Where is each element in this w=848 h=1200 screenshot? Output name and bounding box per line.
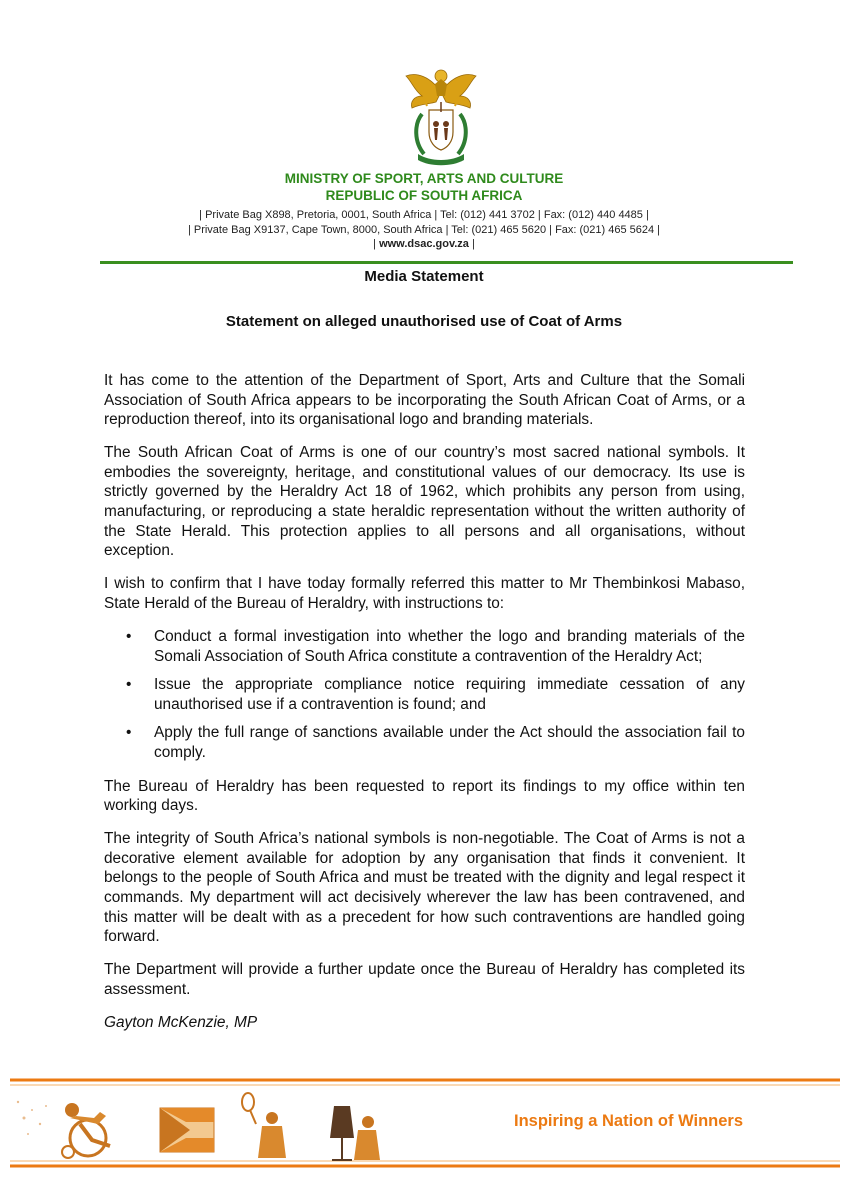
instruction-list [104,627,745,763]
contact-details [0,208,848,252]
list-item [104,723,745,762]
website-prefix: | [373,238,376,250]
paragraph: I wish to confirm that I have today formally referred this matter to Mr Thembinkosi Mabaso, State Herald of the Bureau of Heraldry, with instructions to: [104,575,745,612]
list-item [104,675,745,714]
statement-type: Media Statement [364,268,484,285]
list-item-text: Apply the full range of sanctions available under the Act should the association fail to comply. [154,724,745,761]
list-item [104,627,745,666]
paragraph: The integrity of South Africa’s national symbols is non-negotiable. The Coat of Arms is not a decorative element available for adoption by any organisation that finds it convenient. It belongs to the people of South Africa and must be treated with the dignity and legal respect it commands. My department will act decisively wherever the law has been contravened, and this matter will be dealt with as a precedent for how such contraventions are handled going forward. [104,830,745,946]
wheelchair-athlete-icon [62,1103,110,1158]
south-africa-coat-of-arms-icon [400,62,482,168]
pretoria-address: | Private Bag X898, Pretoria, 0001, South Africa | Tel: (012) 441 3702 | Fax: (012) 440 4485 | [199,209,649,221]
statement-body [104,371,745,1046]
statement-title: Statement on alleged unauthorised use of Coat of Arms [225,313,623,330]
bullet-icon: • [126,676,132,694]
ministry-name [0,170,848,204]
flag-emblem-icon [160,1108,214,1152]
tennis-player-icon [242,1093,286,1158]
website-link[interactable]: www.dsac.gov.za [379,238,469,250]
header-divider [100,261,793,264]
bullet-icon: • [126,724,132,742]
website-suffix: | [471,238,475,250]
signature: Gayton McKenzie, MP [104,1014,258,1032]
paragraph: It has come to the attention of the Department of Sport, Arts and Culture that the Somali Association of South Africa appears to be incorporating the South African Coat of Arms, or a reproduction thereof, into its organisational logo and branding materials. [104,372,745,429]
ministry-line: MINISTRY OF SPORT, ARTS AND CULTURE [284,171,564,186]
list-item-text: Issue the appropriate compliance notice requiring immediate cessation of any unauthorised use if a contravention is found; and [154,676,745,713]
bullet-icon: • [126,628,132,646]
website-line [0,237,848,252]
footer-slogan: Inspiring a Nation of Winners [514,1112,744,1130]
paragraph: The Bureau of Heraldry has been requested to report its findings to my office within ten working days. [104,777,745,815]
cape-town-address: | Private Bag X9137, Cape Town, 8000, South Africa | Tel: (021) 465 5620 | Fax: (021) 465 5624 | [187,223,661,236]
paragraph: The South African Coat of Arms is one of our country’s most sacred national symbols. It embodies the sovereignty, heritage, and constitutional values of our democracy. Its use is strictly governed by the Heraldry Act 18 of 1962, which prohibits any person from using, manufacturing, or reproducing a state heraldic representation without the written authority of the State Herald. This protection applies to all persons and all organisations, without exception. [104,444,745,560]
list-item-text: Conduct a formal investigation into whether the logo and branding materials of the Somali Association of South Africa constitute a contravention of the Heraldry Act; [154,628,745,665]
paragraph: The Department will provide a further update once the Bureau of Heraldry has completed its assessment. [104,961,745,998]
republic-line: REPUBLIC OF SOUTH AFRICA [325,188,523,203]
fashion-designer-icon [330,1106,380,1160]
